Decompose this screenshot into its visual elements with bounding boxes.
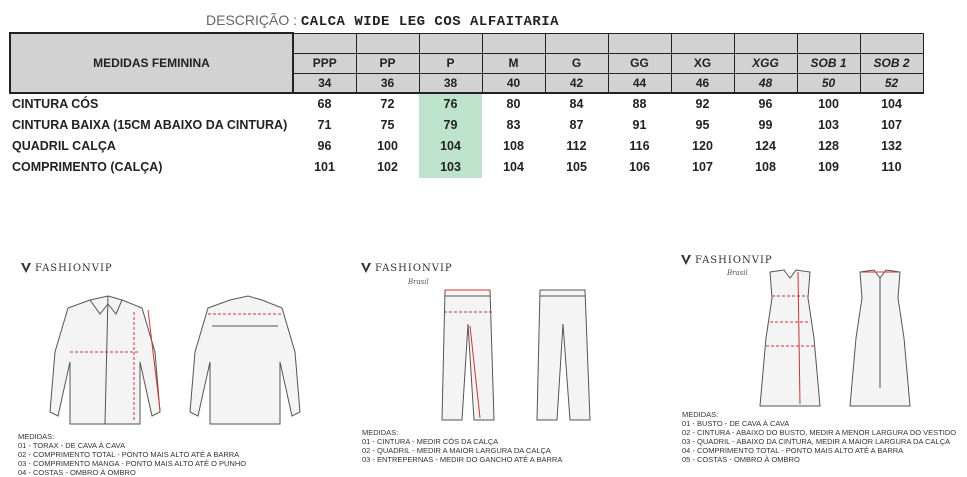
measurement-value: 107 (881, 118, 902, 132)
measurement-value: 88 (632, 97, 647, 111)
size-label: GG (608, 53, 671, 73)
size-label: SOB 1 (797, 53, 860, 73)
measurement-value: 104 (503, 160, 524, 174)
measurement-value: 96 (317, 139, 332, 153)
measurement-value: 91 (632, 118, 647, 132)
pants-legend-line: 03 - ENTREPERNAS - MEDIR DO GANCHO ATÉ A BARRA (362, 455, 563, 464)
measurement-value: 80 (506, 97, 521, 111)
measurement-value: 68 (317, 97, 332, 111)
measurement-value: 103 (419, 157, 482, 178)
measurement-value: 101 (314, 160, 335, 174)
shirt-legend-line: 04 - COSTAS - OMBRO À OMBRO (18, 468, 136, 477)
dress-diagram (750, 268, 920, 410)
measurement-value: 120 (692, 139, 713, 153)
size-label: XG (671, 53, 734, 73)
size-number: 34 (293, 73, 356, 93)
measurement-value: 84 (569, 97, 584, 111)
measurement-value: 102 (377, 160, 398, 174)
dress-legend-title: MEDIDAS: (682, 410, 719, 419)
measurement-label: CINTURA BAIXA (15CM ABAIXO DA CINTURA) (12, 118, 288, 132)
size-number: 46 (671, 73, 734, 93)
logo-text: FASHIONVIP (375, 262, 453, 274)
measurement-value: 107 (692, 160, 713, 174)
measurement-value: 124 (755, 139, 776, 153)
measurement-value: 83 (506, 118, 521, 132)
shirt-legend (18, 432, 246, 477)
pants-diagram (430, 284, 600, 424)
measurement-value: 106 (629, 160, 650, 174)
measurement-value: 72 (380, 97, 395, 111)
table-row (10, 136, 923, 157)
table-corner-label: MEDIDAS FEMININA (10, 33, 293, 93)
description-label: DESCRIÇÃO : (206, 12, 298, 28)
shirt-legend-title: MEDIDAS: (18, 432, 55, 441)
shirt-legend-line: 01 - TORAX - DE CAVA À CAVA (18, 441, 126, 450)
logo-mark-icon (680, 254, 692, 266)
logo-text: FASHIONVIP (695, 254, 773, 266)
pants-legend (362, 428, 562, 464)
measurement-value: 100 (377, 139, 398, 153)
dress-legend-line: 02 - CINTURA - ABAIXO DO BUSTO, MEDIR A MENOR LARGURA DO VESTIDO (682, 428, 957, 437)
size-number: 38 (419, 73, 482, 93)
measurement-value: 128 (818, 139, 839, 153)
measurement-value: 87 (569, 118, 584, 132)
size-label: PPP (293, 53, 356, 73)
table-row (10, 157, 923, 178)
measurement-value: 132 (881, 139, 902, 153)
measurement-value: 108 (755, 160, 776, 174)
dress-legend-line: 05 - COSTAS - OMBRO À OMBRO (682, 455, 800, 464)
size-number: 52 (860, 73, 923, 93)
measurement-value: 103 (818, 118, 839, 132)
measurement-value: 96 (758, 97, 773, 111)
logo-subtitle: Brasil (727, 269, 748, 277)
measurement-value: 110 (881, 160, 902, 174)
table-row (10, 115, 923, 136)
measurement-label: COMPRIMENTO (CALÇA) (12, 160, 163, 174)
product-name: CALCA WIDE LEG COS ALFAITARIA (300, 14, 560, 30)
logo-text: FASHIONVIP (35, 262, 113, 274)
measurement-value: 116 (629, 139, 650, 153)
size-label: G (545, 53, 608, 73)
brand-logo (360, 262, 453, 274)
logo-mark-icon (360, 262, 372, 274)
size-label: P (419, 53, 482, 73)
description-line (206, 12, 559, 30)
size-label: XGG (734, 53, 797, 73)
size-table (9, 32, 924, 178)
size-number: 48 (734, 73, 797, 93)
measurement-value: 79 (419, 115, 482, 136)
measurement-value: 104 (881, 97, 902, 111)
measurement-value: 109 (818, 160, 839, 174)
size-label: SOB 2 (860, 53, 923, 73)
measurement-value: 100 (818, 97, 839, 111)
measurement-value: 108 (503, 139, 524, 153)
measurement-value: 104 (419, 136, 482, 157)
dress-legend-line: 04 - COMPRIMENTO TOTAL - PONTO MAIS ALTO ATÉ A BARRA (682, 446, 904, 455)
size-number: 50 (797, 73, 860, 93)
measurement-value: 105 (566, 160, 587, 174)
shirt-diagram (30, 292, 320, 430)
shirt-legend-line: 02 - COMPRIMENTO TOTAL - PONTO MAIS ALTO ATÉ A BARRA (18, 450, 240, 459)
brand-logo (20, 262, 113, 274)
measurement-value: 92 (695, 97, 710, 111)
logo-mark-icon (20, 262, 32, 274)
measurement-value: 99 (758, 118, 773, 132)
measurement-value: 75 (380, 118, 395, 132)
brand-logo (680, 254, 773, 266)
measurement-label: QUADRIL CALÇA (12, 139, 116, 153)
size-number: 44 (608, 73, 671, 93)
logo-subtitle: Brasil (408, 278, 429, 286)
table-row (10, 93, 923, 115)
size-number: 42 (545, 73, 608, 93)
size-label: PP (356, 53, 419, 73)
size-number: 36 (356, 73, 419, 93)
pants-legend-line: 02 - QUADRIL - MEDIR A MAIOR LARGURA DA CALÇA (362, 446, 551, 455)
pants-legend-line: 01 - CINTURA - MEDIR CÓS DA CALÇA (362, 437, 499, 446)
measurement-label: CINTURA CÓS (12, 97, 99, 111)
dress-legend (682, 410, 956, 464)
shirt-legend-line: 03 - COMPRIMENTO MANGA - PONTO MAIS ALTO ATÉ O PUNHO (18, 459, 247, 468)
pants-legend-title: MEDIDAS: (362, 428, 399, 437)
dress-legend-line: 03 - QUADRIL - ABAIXO DA CINTURA, MEDIR A MAIOR LARGURA DA CALÇA (682, 437, 951, 446)
measurement-value: 76 (419, 93, 482, 115)
measurement-value: 112 (566, 139, 587, 153)
size-label: M (482, 53, 545, 73)
measurement-value: 95 (695, 118, 710, 132)
size-number: 40 (482, 73, 545, 93)
measurement-value: 71 (317, 118, 332, 132)
dress-legend-line: 01 - BUSTO - DE CAVA À CAVA (682, 419, 790, 428)
